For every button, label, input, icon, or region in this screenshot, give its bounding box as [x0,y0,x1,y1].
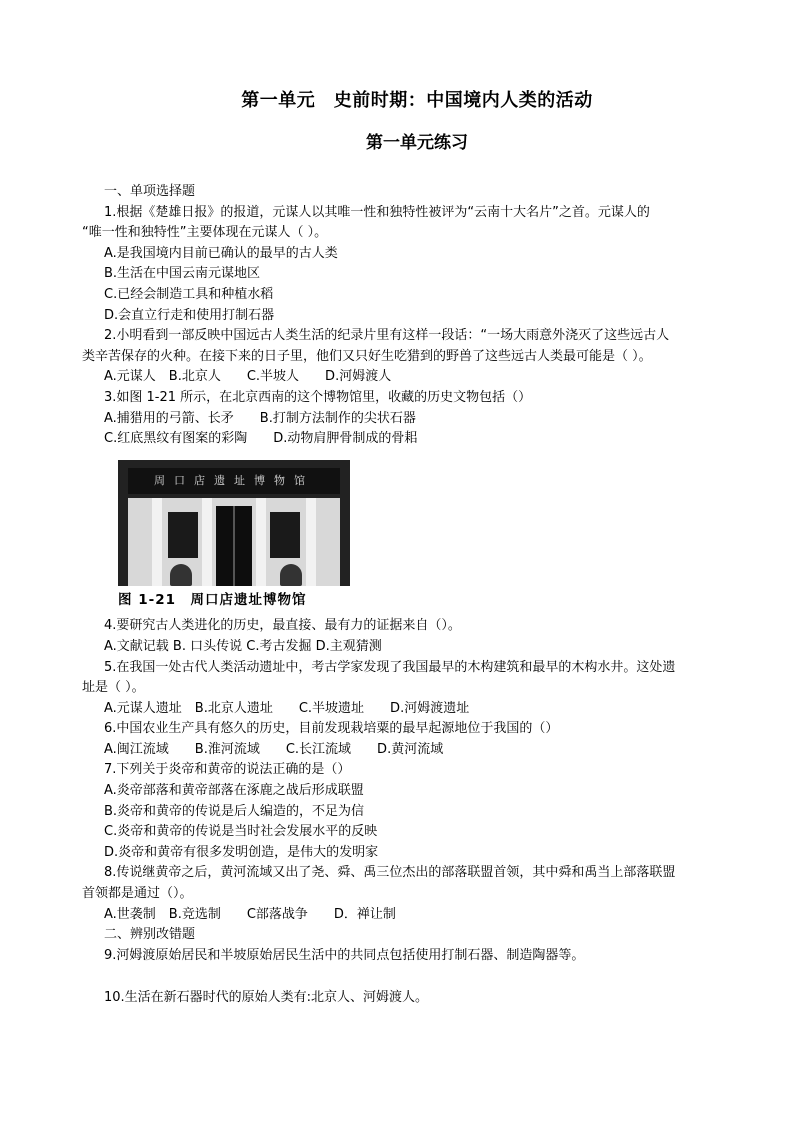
answer-option: C.已经会制造工具和种植水稻 [104,286,274,302]
section-heading: 二、辨别改错题 [104,927,196,943]
section-heading: 一、单项选择题 [104,184,196,199]
museum-window [270,512,300,558]
question-stem: 1.根据《楚雄日报》的报道，元谋人以其唯一性和独特性被评为“云南十大名片”之首。元谋人的 [104,204,650,220]
document-body [82,182,720,1009]
answer-option: A.是我国境内目前已确认的最早的古人类 [104,245,338,261]
question-stem: 3.如图 1-21 所示，在北京西南的这个博物馆里，收藏的历史文物包括（） [104,389,532,405]
museum-figure [118,460,350,611]
question-stem: 址是（ ）。 [82,680,145,696]
answer-option: C.炎帝和黄帝的传说是当时社会发展水平的反映 [104,824,378,840]
museum-column [152,498,162,586]
document-title: 第一单元 史前时期：中国境内人类的活动 [241,90,593,111]
museum-column [256,498,266,586]
museum-window [168,512,198,558]
museum-photo [118,460,350,586]
potted-plant [170,564,192,586]
figure-caption: 图 1-21 周口店遗址博物馆 [118,591,307,608]
potted-plant [280,564,302,586]
document-subtitle: 第一单元练习 [366,133,468,153]
museum-door [216,506,252,586]
answer-option: B.生活在中国云南元谋地区 [104,266,261,282]
museum-sign: 周口店遗址博物馆 [128,468,340,494]
question-stem: 4.要研究古人类进化的历史，最直接、最有力的证据来自（）。 [104,618,461,634]
answer-options: A.世袭制 B.竞选制 C部落战争 D．禅让制 [104,906,396,922]
answer-option: A.炎帝部落和黄帝部落在涿鹿之战后形成联盟 [104,783,364,799]
question-stem: 7.下列关于炎帝和黄帝的说法正确的是（） [104,762,351,778]
question-stem: 9.河姆渡原始居民和半坡原始居民生活中的共同点包括使用打制石器、制造陶器等。 [104,947,585,963]
answer-option: D.会直立行走和使用打制石器 [104,307,275,323]
answer-options: A.捕猎用的弓箭、长矛 B.打制方法制作的尖状石器 [104,410,416,426]
question-stem: 10.生活在新石器时代的原始人类有:北京人、河姆渡人。 [104,990,429,1006]
answer-option: D.炎帝和黄帝有很多发明创造，是伟大的发明家 [104,844,379,860]
answer-options: C.红底黑纹有图案的彩陶 D.动物肩胛骨制成的骨耜 [104,431,418,447]
answer-option: B.炎帝和黄帝的传说是后人编造的，不足为信 [104,803,365,819]
question-stem: 类辛苦保存的火种。在接下来的日子里，他们又只好生吃猎到的野兽了这些远古人类最可能是（ ）。 [82,348,652,364]
museum-column [306,498,316,586]
museum-column [202,498,212,586]
answer-space [104,966,720,988]
answer-options: A.元谋人 B.北京人 C.半坡人 D.河姆渡人 [104,369,392,385]
answer-options: A.文献记载 B. 口头传说 C.考古发掘 D.主观猜测 [104,638,382,654]
question-stem: 2.小明看到一部反映中国远古人类生活的纪录片里有这样一段话：“一场大雨意外浇灭了这些远古人 [104,328,670,344]
question-stem: 5.在我国一处古代人类活动遗址中，考古学家发现了我国最早的木构建筑和最早的木构水井。这处遗 [104,659,676,675]
question-stem: 8.传说继黄帝之后，黄河流域又出了尧、舜、禹三位杰出的部落联盟首领，其中舜和禹当上部落联盟 [104,865,676,881]
answer-options: A.元谋人遗址 B.北京人遗址 C.半坡遗址 D.河姆渡遗址 [104,700,470,716]
answer-options: A.闽江流域 B.淮河流域 C.长江流域 D.黄河流域 [104,741,444,757]
question-stem: “唯一性和独特性”主要体现在元谋人（ ）。 [82,225,328,241]
question-stem: 6.中国农业生产具有悠久的历史，目前发现栽培粟的最早起源地位于我国的（） [104,721,559,737]
question-stem: 首领都是通过（）。 [82,886,193,902]
